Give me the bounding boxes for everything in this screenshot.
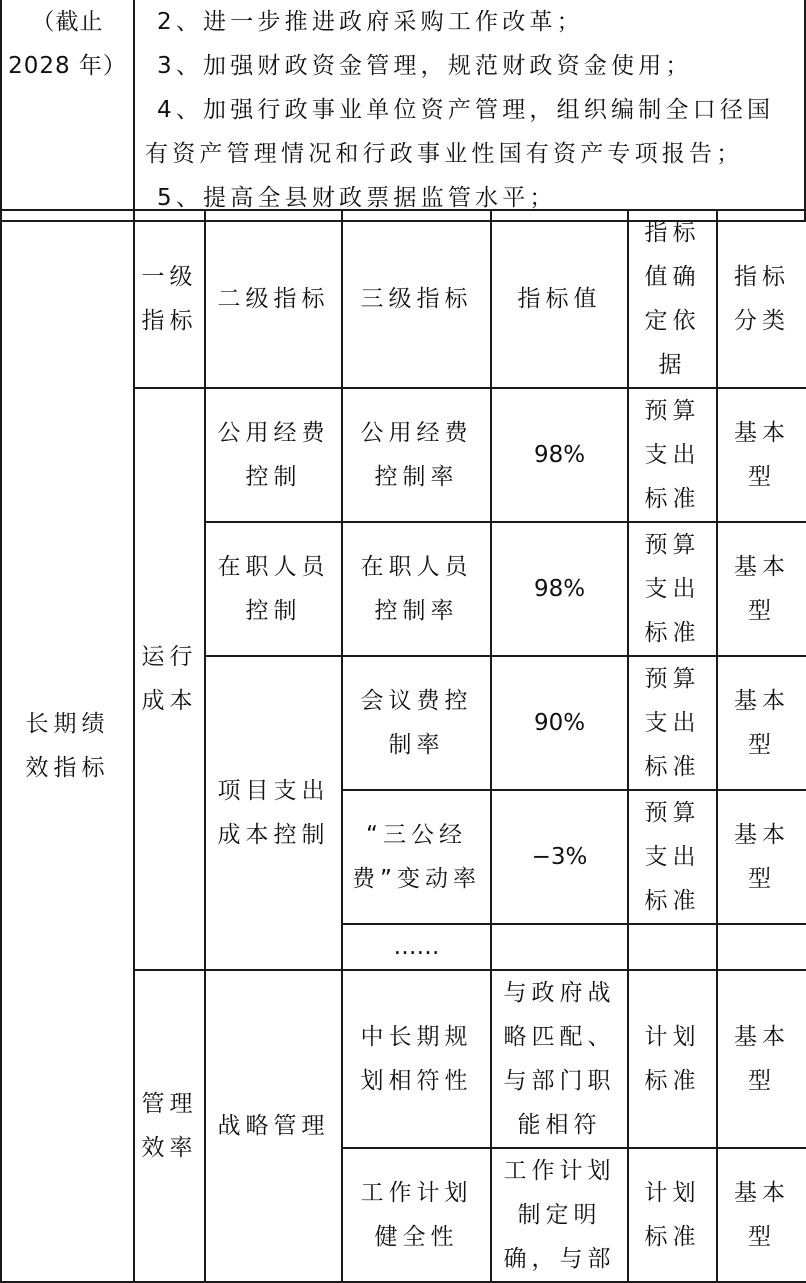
goal-line: 5、提高全县财政票据监管水平；: [157, 185, 557, 211]
goals-text-cell: [134, 0, 805, 221]
header-value: 指标值: [491, 210, 628, 388]
basis-cell: 预算 支出 标准: [628, 522, 717, 656]
value-cell: [491, 924, 628, 970]
header-row: [1, 210, 806, 388]
category-cell: [717, 924, 806, 970]
deadline-label-cell: [1, 0, 134, 221]
goal-line: 2、进一步推进政府采购工作改革；: [157, 9, 584, 35]
value-cell: 90%: [491, 656, 628, 790]
goal-line: 3、加强财政资金管理，规范财政资金使用；: [157, 53, 693, 79]
basis-cell: 计划 标准: [628, 1148, 717, 1282]
basis-cell: [628, 924, 717, 970]
deadline-line: （截止: [31, 9, 104, 35]
level3-cell: 公用经费 控制率: [342, 388, 491, 522]
category-cell: 基本 型: [717, 970, 806, 1148]
section-label-cell: [1, 210, 134, 1282]
subgroup-public-fee: 公用经费 控制: [205, 388, 342, 522]
header-level3: 三级指标: [342, 210, 491, 388]
header-level2: 二级指标: [205, 210, 342, 388]
ellipsis-cell: ……: [342, 924, 491, 970]
basis-cell: 预算 支出 标准: [628, 388, 717, 522]
goal-line: 有资产管理情况和行政事业性国有资产专项报告；: [145, 141, 744, 167]
level3-cell: 在职人员 控制率: [342, 522, 491, 656]
header-basis: 指标 值确 定依 据: [628, 210, 717, 388]
level3-cell: 工作计划 健全性: [342, 1148, 491, 1282]
section-label: 长期绩: [25, 711, 110, 737]
value-cell: 98%: [491, 522, 628, 656]
indicator-table: [0, 209, 806, 1283]
value-cell: 与政府战 略匹配、 与部门职 能相符: [491, 970, 628, 1148]
header-level1: 一级 指标: [134, 210, 205, 388]
header-category: 指标 分类: [717, 210, 806, 388]
group-operating-cost: 运行 成本: [134, 388, 205, 970]
subgroup-strategy: 战略管理: [205, 970, 342, 1282]
value-cell: 工作计划 制定明 确，与部: [491, 1148, 628, 1282]
basis-cell: 预算 支出 标准: [628, 790, 717, 924]
deadline-year-line: 2028 年）: [8, 53, 127, 79]
level3-cell: 会议费控 制率: [342, 656, 491, 790]
subgroup-staff: 在职人员 控制: [205, 522, 342, 656]
goal-line: 4、加强行政事业单位资产管理，组织编制全口径国: [157, 97, 775, 123]
category-cell: 基本 型: [717, 656, 806, 790]
category-cell: 基本 型: [717, 388, 806, 522]
intro-table: [0, 0, 806, 222]
category-cell: 基本 型: [717, 790, 806, 924]
value-cell: −3%: [491, 790, 628, 924]
subgroup-project-cost: 项目支出 成本控制: [205, 656, 342, 970]
section-label: 效指标: [25, 755, 110, 781]
basis-cell: 预算 支出 标准: [628, 656, 717, 790]
group-mgmt-efficiency: 管理 效率: [134, 970, 205, 1282]
value-cell: 98%: [491, 388, 628, 522]
level3-cell: 中长期规 划相符性: [342, 970, 491, 1148]
category-cell: 基本 型: [717, 1148, 806, 1282]
level3-cell: “三公经 费”变动率: [342, 790, 491, 924]
category-cell: 基本 型: [717, 522, 806, 656]
basis-cell: 计划 标准: [628, 970, 717, 1148]
